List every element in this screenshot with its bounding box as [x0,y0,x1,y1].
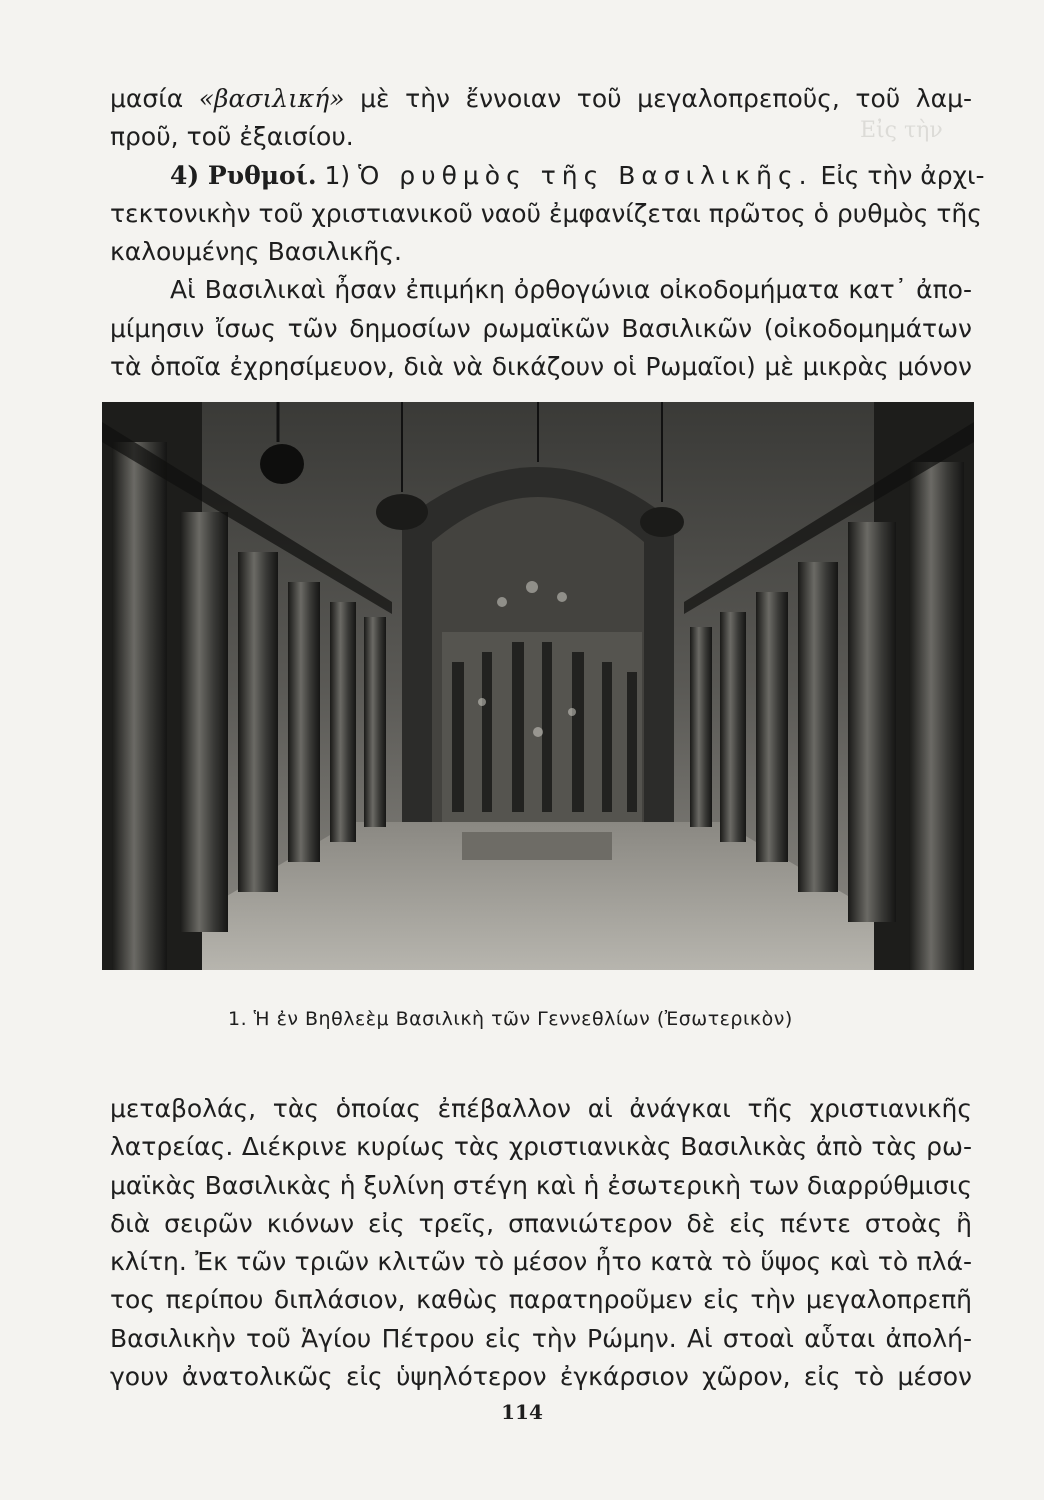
text-block-top [110,80,985,386]
text-line: μίμησιν ἴσως τῶν δημοσίων ρωμαϊκῶν Βασιλικῶν (οἰκοδομημάτων [110,313,972,343]
show-through-text: Εἰς τὴν [860,118,943,143]
italic-term: «βασιλική» [198,84,345,113]
page-number: 114 [501,1400,543,1424]
text-line: διὰ σειρῶν κιόνων εἰς τρεῖς, σπανιώτερον δὲ εἰς πέντε στοὰς ἢ [110,1208,972,1238]
text-line: τεκτονικὴν τοῦ χριστιανικοῦ ναοῦ ἐμφανίζεται πρῶτος ὁ ρυθμὸς τῆς [110,198,982,228]
text-line: μαϊκὰς Βασιλικὰς ἡ ξυλίνη στέγη καὶ ἡ ἐσωτερικὴ των διαρρύθμισις [110,1170,972,1200]
text-line [110,80,972,118]
text-run: μὲ τὴν ἔννοιαν τοῦ μεγαλοπρεποῦς, τοῦ λαμ- [344,84,972,113]
photo-illustration [102,402,974,970]
text-line: μεταβολάς, τὰς ὁποίας ἐπέβαλλον αἱ ἀνάγκαι τῆς χριστιανικῆς [110,1094,972,1123]
text-line: Βασιλικὴν τοῦ Ἁγίου Πέτρου εἰς τὴν Ρώμην. Αἱ στοαὶ αὗται ἀπολή- [110,1323,972,1353]
text-run: μασία [110,84,199,113]
text-line: γουν ἀνατολικῶς εἰς ὑψηλότερον ἐγκάρσιον χῶρον, εἰς τὸ μέσον [110,1362,972,1392]
text-line: τὰ ὁποῖα ἐχρησίμευον, διὰ νὰ δικάζουν οἱ Ρωμαῖοι) μὲ μικρὰς μόνον [110,352,972,382]
basilica-interior-photo [102,402,974,970]
text-line: Αἱ Βασιλικαὶ ἦσαν ἐπιμήκη ὀρθογώνια οἰκοδομήματα κατ᾽ ἀπο- [170,275,972,305]
text-line: 4) Ρυθμοί. 1) Ὁ ρυθμὸς τῆς Βασιλικῆς. Εἰς τὴν ἀρχι- [170,160,985,190]
text-line: προῦ, τοῦ ἐξαισίου. [110,122,354,152]
text-line: κλίτη. Ἐκ τῶν τριῶν κλιτῶν τὸ μέσον ἦτο κατὰ τὸ ὕψος καὶ τὸ πλά- [110,1247,972,1277]
text-line: λατρείας. Διέκρινε κυρίως τὰς χριστιανικὰς Βασιλικὰς ἀπὸ τὰς ρω- [110,1132,972,1162]
text-line: καλουμένης Βασιλικῆς. [110,237,403,267]
figure-caption: 1. Ἡ ἐν Βηθλεὲμ Βασιλικὴ τῶν Γεννεθλίων (Ἐσωτερικὸν) [228,1008,793,1030]
spaced-title: Ὁ ρυθμὸς τῆς Βασιλικῆς. [358,160,813,190]
text-line: τος περίπου διπλάσιον, καθὼς παρατηροῦμεν εἰς τὴν μεγαλοπρεπῆ [110,1285,972,1315]
section-heading: 4) Ρυθμοί. [170,160,317,190]
text-block-bottom [110,1090,972,1396]
